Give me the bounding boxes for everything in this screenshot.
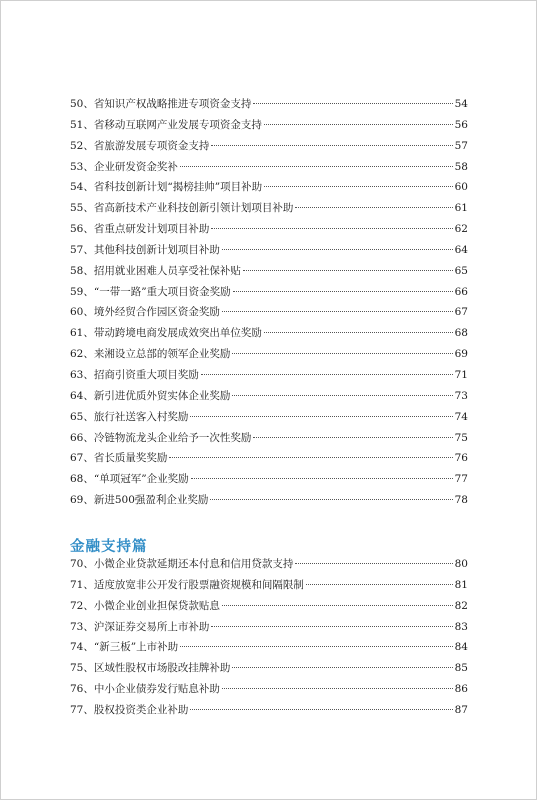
dot-leader [253, 103, 452, 104]
toc-entry-title: 77、股权投资类企业补助 [70, 703, 189, 716]
toc-entry-page-number: 71 [454, 368, 468, 381]
toc-entry-page-number: 84 [454, 641, 468, 654]
toc-entry-page-number: 56 [454, 118, 468, 131]
toc-entry-title: 58、招用就业困难人员享受社保补贴 [70, 264, 241, 277]
toc-entry-page-number: 80 [454, 558, 468, 570]
toc-entry-page-number: 77 [454, 473, 468, 486]
toc-entry [70, 639, 468, 660]
toc-entry [70, 681, 468, 702]
toc-entry-page-number: 62 [454, 223, 468, 236]
dot-leader [190, 709, 452, 710]
toc-entry-title: 73、沪深证券交易所上市补助 [70, 620, 210, 633]
dot-leader [211, 145, 452, 146]
toc-entry-page-number: 73 [454, 389, 468, 402]
toc-entry-page-number: 61 [454, 202, 468, 215]
toc-entry [70, 263, 468, 284]
toc-entry-title: 52、省旅游发展专项资金支持 [70, 139, 210, 152]
toc-entry [70, 138, 468, 159]
toc-entry-page-number: 75 [454, 431, 468, 444]
dot-leader [190, 416, 452, 417]
toc-entry [70, 492, 468, 513]
toc-entry-page-number: 85 [454, 662, 468, 675]
toc-entry [70, 117, 468, 138]
toc-entry-page-number: 82 [454, 599, 468, 612]
dot-leader [180, 166, 453, 167]
toc-entry [70, 346, 468, 367]
toc-entry-title: 63、招商引资重大项目奖励 [70, 368, 199, 381]
toc-entry-title: 61、带动跨境电商发展成效突出单位奖励 [70, 327, 262, 340]
toc-entry [70, 556, 468, 577]
toc-entry-title: 74、“新三板”上市补助 [70, 641, 179, 654]
toc-entry [70, 284, 468, 305]
toc-entry [70, 598, 468, 619]
toc-entry [70, 325, 468, 346]
toc-entry [70, 450, 468, 471]
toc-entry-title: 59、“一带一路”重大项目资金奖励 [70, 285, 231, 298]
toc-entry-title: 60、境外经贸合作园区资金奖励 [70, 306, 220, 319]
dot-leader [211, 626, 452, 627]
toc-entry-page-number: 67 [454, 306, 468, 319]
toc-entry-page-number: 74 [454, 410, 468, 423]
dot-leader [232, 353, 452, 354]
toc-entry-page-number: 58 [454, 160, 468, 173]
toc-entry-page-number: 78 [454, 494, 468, 507]
toc-entry-page-number: 65 [454, 264, 468, 277]
toc-entry-title: 56、省重点研发计划项目补助 [70, 223, 210, 236]
toc-entry-title: 57、其他科技创新计划项目补助 [70, 243, 220, 256]
toc-entry [70, 577, 468, 598]
dot-leader [232, 667, 452, 668]
toc-entry-page-number: 66 [454, 285, 468, 298]
dot-leader [233, 291, 453, 292]
toc-entry-title: 76、中小企业债券发行贴息补助 [70, 683, 220, 696]
toc-entry [70, 388, 468, 409]
dot-leader [264, 124, 453, 125]
dot-leader [264, 332, 453, 333]
toc-entry-page-number: 76 [454, 452, 468, 465]
toc-entry-title: 72、小微企业创业担保贷款贴息 [70, 599, 220, 612]
toc-entry [70, 200, 468, 221]
toc-entry [70, 179, 468, 200]
toc-entry-title: 66、冷链物流龙头企业给予一次性奖励 [70, 431, 252, 444]
toc-entry [70, 660, 468, 681]
table-of-contents-part2 [70, 556, 468, 723]
toc-entry-page-number: 68 [454, 327, 468, 340]
toc-entry-title: 71、适度放宽非公开发行股票融资规模和间隔限制 [70, 578, 304, 591]
toc-entry [70, 96, 468, 117]
toc-entry-page-number: 69 [454, 348, 468, 361]
toc-entry-title: 68、“单项冠军”企业奖励 [70, 473, 189, 486]
dot-leader [201, 374, 453, 375]
dot-leader [295, 563, 452, 564]
dot-leader [243, 270, 453, 271]
dot-leader [264, 186, 453, 187]
dot-leader [232, 395, 452, 396]
toc-entry-title: 62、来湘设立总部的领军企业奖励 [70, 348, 231, 361]
toc-entry-title: 64、新引进优质外贸实体企业奖励 [70, 389, 231, 402]
dot-leader [253, 437, 452, 438]
toc-entry [70, 471, 468, 492]
toc-entry-title: 75、区域性股权市场股改挂牌补助 [70, 662, 231, 675]
dot-leader [222, 688, 453, 689]
toc-entry-title: 54、省科技创新计划“揭榜挂帅”项目补助 [70, 181, 263, 194]
toc-entry [70, 619, 468, 640]
toc-entry [70, 242, 468, 263]
toc-entry [70, 430, 468, 451]
toc-entry [70, 221, 468, 242]
toc-entry [70, 304, 468, 325]
toc-entry-page-number: 87 [454, 703, 468, 716]
toc-entry-title: 65、旅行社送客入村奖励 [70, 410, 189, 423]
section-heading: 金融支持篇 [70, 539, 148, 555]
toc-entry [70, 702, 468, 723]
dot-leader [191, 478, 453, 479]
dot-leader [222, 605, 453, 606]
toc-entry-title: 50、省知识产权战略推进专项资金支持 [70, 98, 252, 110]
toc-entry-page-number: 64 [454, 243, 468, 256]
toc-entry-title: 53、企业研发资金奖补 [70, 160, 178, 173]
toc-entry [70, 159, 468, 180]
dot-leader [222, 311, 453, 312]
toc-entry-title: 70、小微企业贷款延期还本付息和信用贷款支持 [70, 558, 294, 570]
toc-entry-title: 69、新进500强盈利企业奖励 [70, 494, 209, 507]
dot-leader [169, 457, 452, 458]
toc-entry-title: 51、省移动互联网产业发展专项资金支持 [70, 118, 262, 131]
table-of-contents-part1 [70, 96, 468, 513]
toc-entry-page-number: 60 [454, 181, 468, 194]
dot-leader [222, 249, 453, 250]
dot-leader [210, 499, 452, 500]
toc-entry [70, 409, 468, 430]
toc-entry-page-number: 81 [454, 578, 468, 591]
toc-entry-page-number: 54 [454, 98, 468, 110]
toc-entry-page-number: 57 [454, 139, 468, 152]
toc-entry-page-number: 86 [454, 683, 468, 696]
dot-leader [180, 646, 453, 647]
dot-leader [211, 228, 452, 229]
toc-entry-page-number: 83 [454, 620, 468, 633]
toc-entry-title: 55、省高新技术产业科技创新引领计划项目补助 [70, 202, 294, 215]
toc-entry-title: 67、省长质量奖奖励 [70, 452, 168, 465]
toc-entry [70, 367, 468, 388]
dot-leader [295, 207, 452, 208]
dot-leader [306, 584, 453, 585]
